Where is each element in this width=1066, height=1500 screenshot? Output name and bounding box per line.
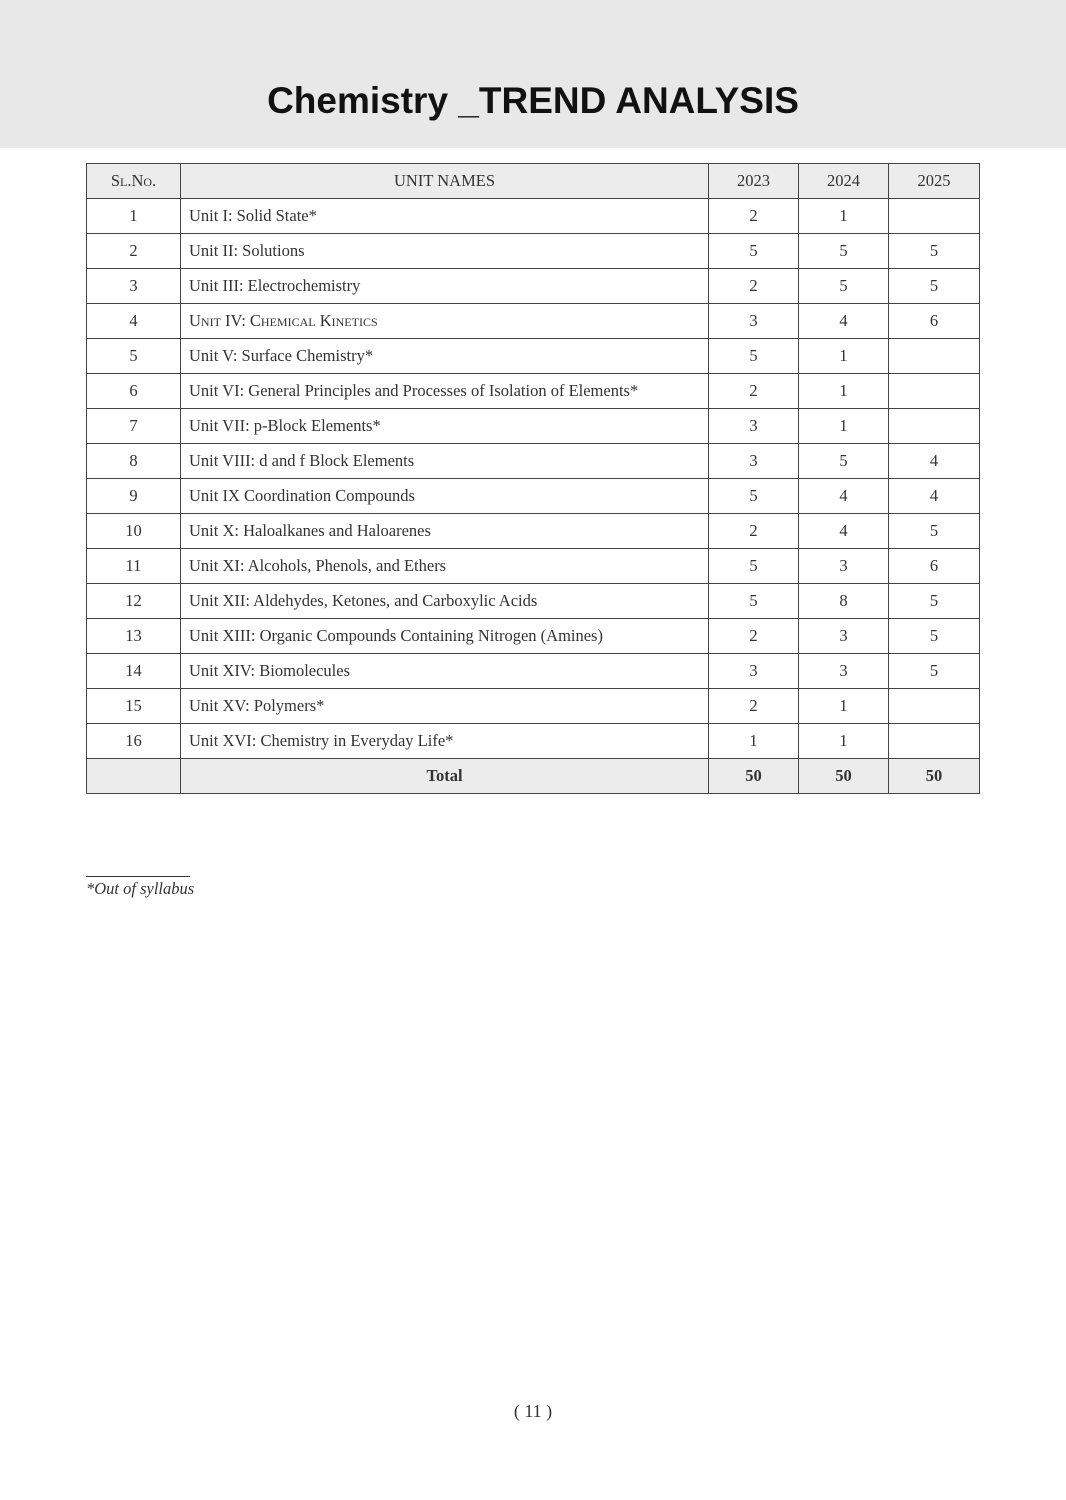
row-2025-value: 5 [889,654,980,689]
row-unit-name: Unit I: Solid State* [181,199,709,234]
total-2024: 50 [799,759,889,794]
row-2024-value: 1 [799,199,889,234]
row-unit-name: Unit VII: p-Block Elements* [181,409,709,444]
row-unit-name: Unit XV: Polymers* [181,689,709,724]
header-unit-names: UNIT NAMES [181,164,709,199]
row-sl-no: 6 [87,374,181,409]
page-number: ( 11 ) [513,1401,553,1421]
row-2023-value: 2 [709,269,799,304]
total-2025: 50 [889,759,980,794]
row-2025-value: 5 [889,619,980,654]
row-2024-value: 3 [799,549,889,584]
row-sl-no: 12 [87,584,181,619]
table-row [87,199,980,234]
row-unit-name: Unit XIII: Organic Compounds Containing Nitrogen (Amines) [181,619,709,654]
row-unit-name: Unit XVI: Chemistry in Everyday Life* [181,724,709,759]
row-sl-no: 16 [87,724,181,759]
table-row [87,619,980,654]
page-title: Chemistry _TREND ANALYSIS [267,80,799,121]
row-sl-no: 11 [87,549,181,584]
row-unit-name: Unit IV: Chemical Kinetics [181,304,709,339]
table-row [87,234,980,269]
row-2025-value: 4 [889,479,980,514]
table-row [87,584,980,619]
row-2025-value: 6 [889,304,980,339]
table-row [87,409,980,444]
row-2023-value: 5 [709,584,799,619]
row-2025-value: 5 [889,269,980,304]
footnote: *Out of syllabus [86,879,195,898]
row-sl-no: 1 [87,199,181,234]
row-2024-value: 3 [799,619,889,654]
row-sl-no: 8 [87,444,181,479]
header-sl-no: Sl.No. [87,164,181,199]
row-sl-no: 15 [87,689,181,724]
table-row [87,724,980,759]
row-2023-value: 3 [709,409,799,444]
row-sl-no: 4 [87,304,181,339]
header-2025: 2025 [889,164,980,199]
row-2025-value [889,374,980,409]
row-2024-value: 1 [799,689,889,724]
row-2025-value [889,409,980,444]
row-sl-no: 3 [87,269,181,304]
table-row [87,654,980,689]
row-2023-value: 5 [709,549,799,584]
row-2024-value: 1 [799,374,889,409]
row-2024-value: 4 [799,479,889,514]
row-2024-value: 8 [799,584,889,619]
row-sl-no: 2 [87,234,181,269]
row-2023-value: 2 [709,199,799,234]
row-2025-value [889,724,980,759]
row-2023-value: 5 [709,234,799,269]
row-2025-value [889,199,980,234]
row-2024-value: 5 [799,269,889,304]
row-sl-no: 13 [87,619,181,654]
header-band [0,0,1066,148]
row-unit-name: Unit III: Electrochemistry [181,269,709,304]
row-2024-value: 1 [799,339,889,374]
row-unit-name: Unit V: Surface Chemistry* [181,339,709,374]
row-2023-value: 2 [709,619,799,654]
row-unit-name: Unit VIII: d and f Block Elements [181,444,709,479]
row-2023-value: 5 [709,339,799,374]
header-2024: 2024 [799,164,889,199]
row-unit-name: Unit VI: General Principles and Processes of Isolation of Elements* [181,374,709,409]
row-2023-value: 2 [709,514,799,549]
row-2023-value: 2 [709,689,799,724]
total-2023: 50 [709,759,799,794]
total-label: Total [181,759,709,794]
row-2024-value: 1 [799,724,889,759]
row-2023-value: 3 [709,654,799,689]
row-2023-value: 3 [709,304,799,339]
table-row [87,514,980,549]
table-row [87,689,980,724]
row-unit-name: Unit XII: Aldehydes, Ketones, and Carboxylic Acids [181,584,709,619]
row-unit-name: Unit IX Coordination Compounds [181,479,709,514]
row-sl-no: 5 [87,339,181,374]
row-2025-value: 5 [889,514,980,549]
header-2023: 2023 [709,164,799,199]
trend-analysis-table [86,163,980,794]
row-unit-name: Unit II: Solutions [181,234,709,269]
row-2024-value: 5 [799,234,889,269]
table-row [87,479,980,514]
row-unit-name: Unit XI: Alcohols, Phenols, and Ethers [181,549,709,584]
row-2023-value: 5 [709,479,799,514]
table-row [87,339,980,374]
row-2025-value [889,339,980,374]
row-2025-value: 4 [889,444,980,479]
row-2025-value: 6 [889,549,980,584]
row-2025-value: 5 [889,584,980,619]
row-sl-no: 14 [87,654,181,689]
row-sl-no: 7 [87,409,181,444]
row-2024-value: 5 [799,444,889,479]
row-unit-name: Unit X: Haloalkanes and Haloarenes [181,514,709,549]
table-header-row [87,164,980,199]
row-2023-value: 3 [709,444,799,479]
row-unit-name: Unit XIV: Biomolecules [181,654,709,689]
table-row [87,444,980,479]
table-row [87,269,980,304]
row-2025-value: 5 [889,234,980,269]
row-2024-value: 3 [799,654,889,689]
table-row [87,549,980,584]
row-2023-value: 1 [709,724,799,759]
row-2024-value: 4 [799,514,889,549]
row-2025-value [889,689,980,724]
row-sl-no: 10 [87,514,181,549]
table-row [87,304,980,339]
total-empty-cell [87,759,181,794]
row-sl-no: 9 [87,479,181,514]
row-2024-value: 4 [799,304,889,339]
row-2023-value: 2 [709,374,799,409]
table-row [87,374,980,409]
footnote-rule [86,876,190,877]
row-2024-value: 1 [799,409,889,444]
total-row [87,759,980,794]
